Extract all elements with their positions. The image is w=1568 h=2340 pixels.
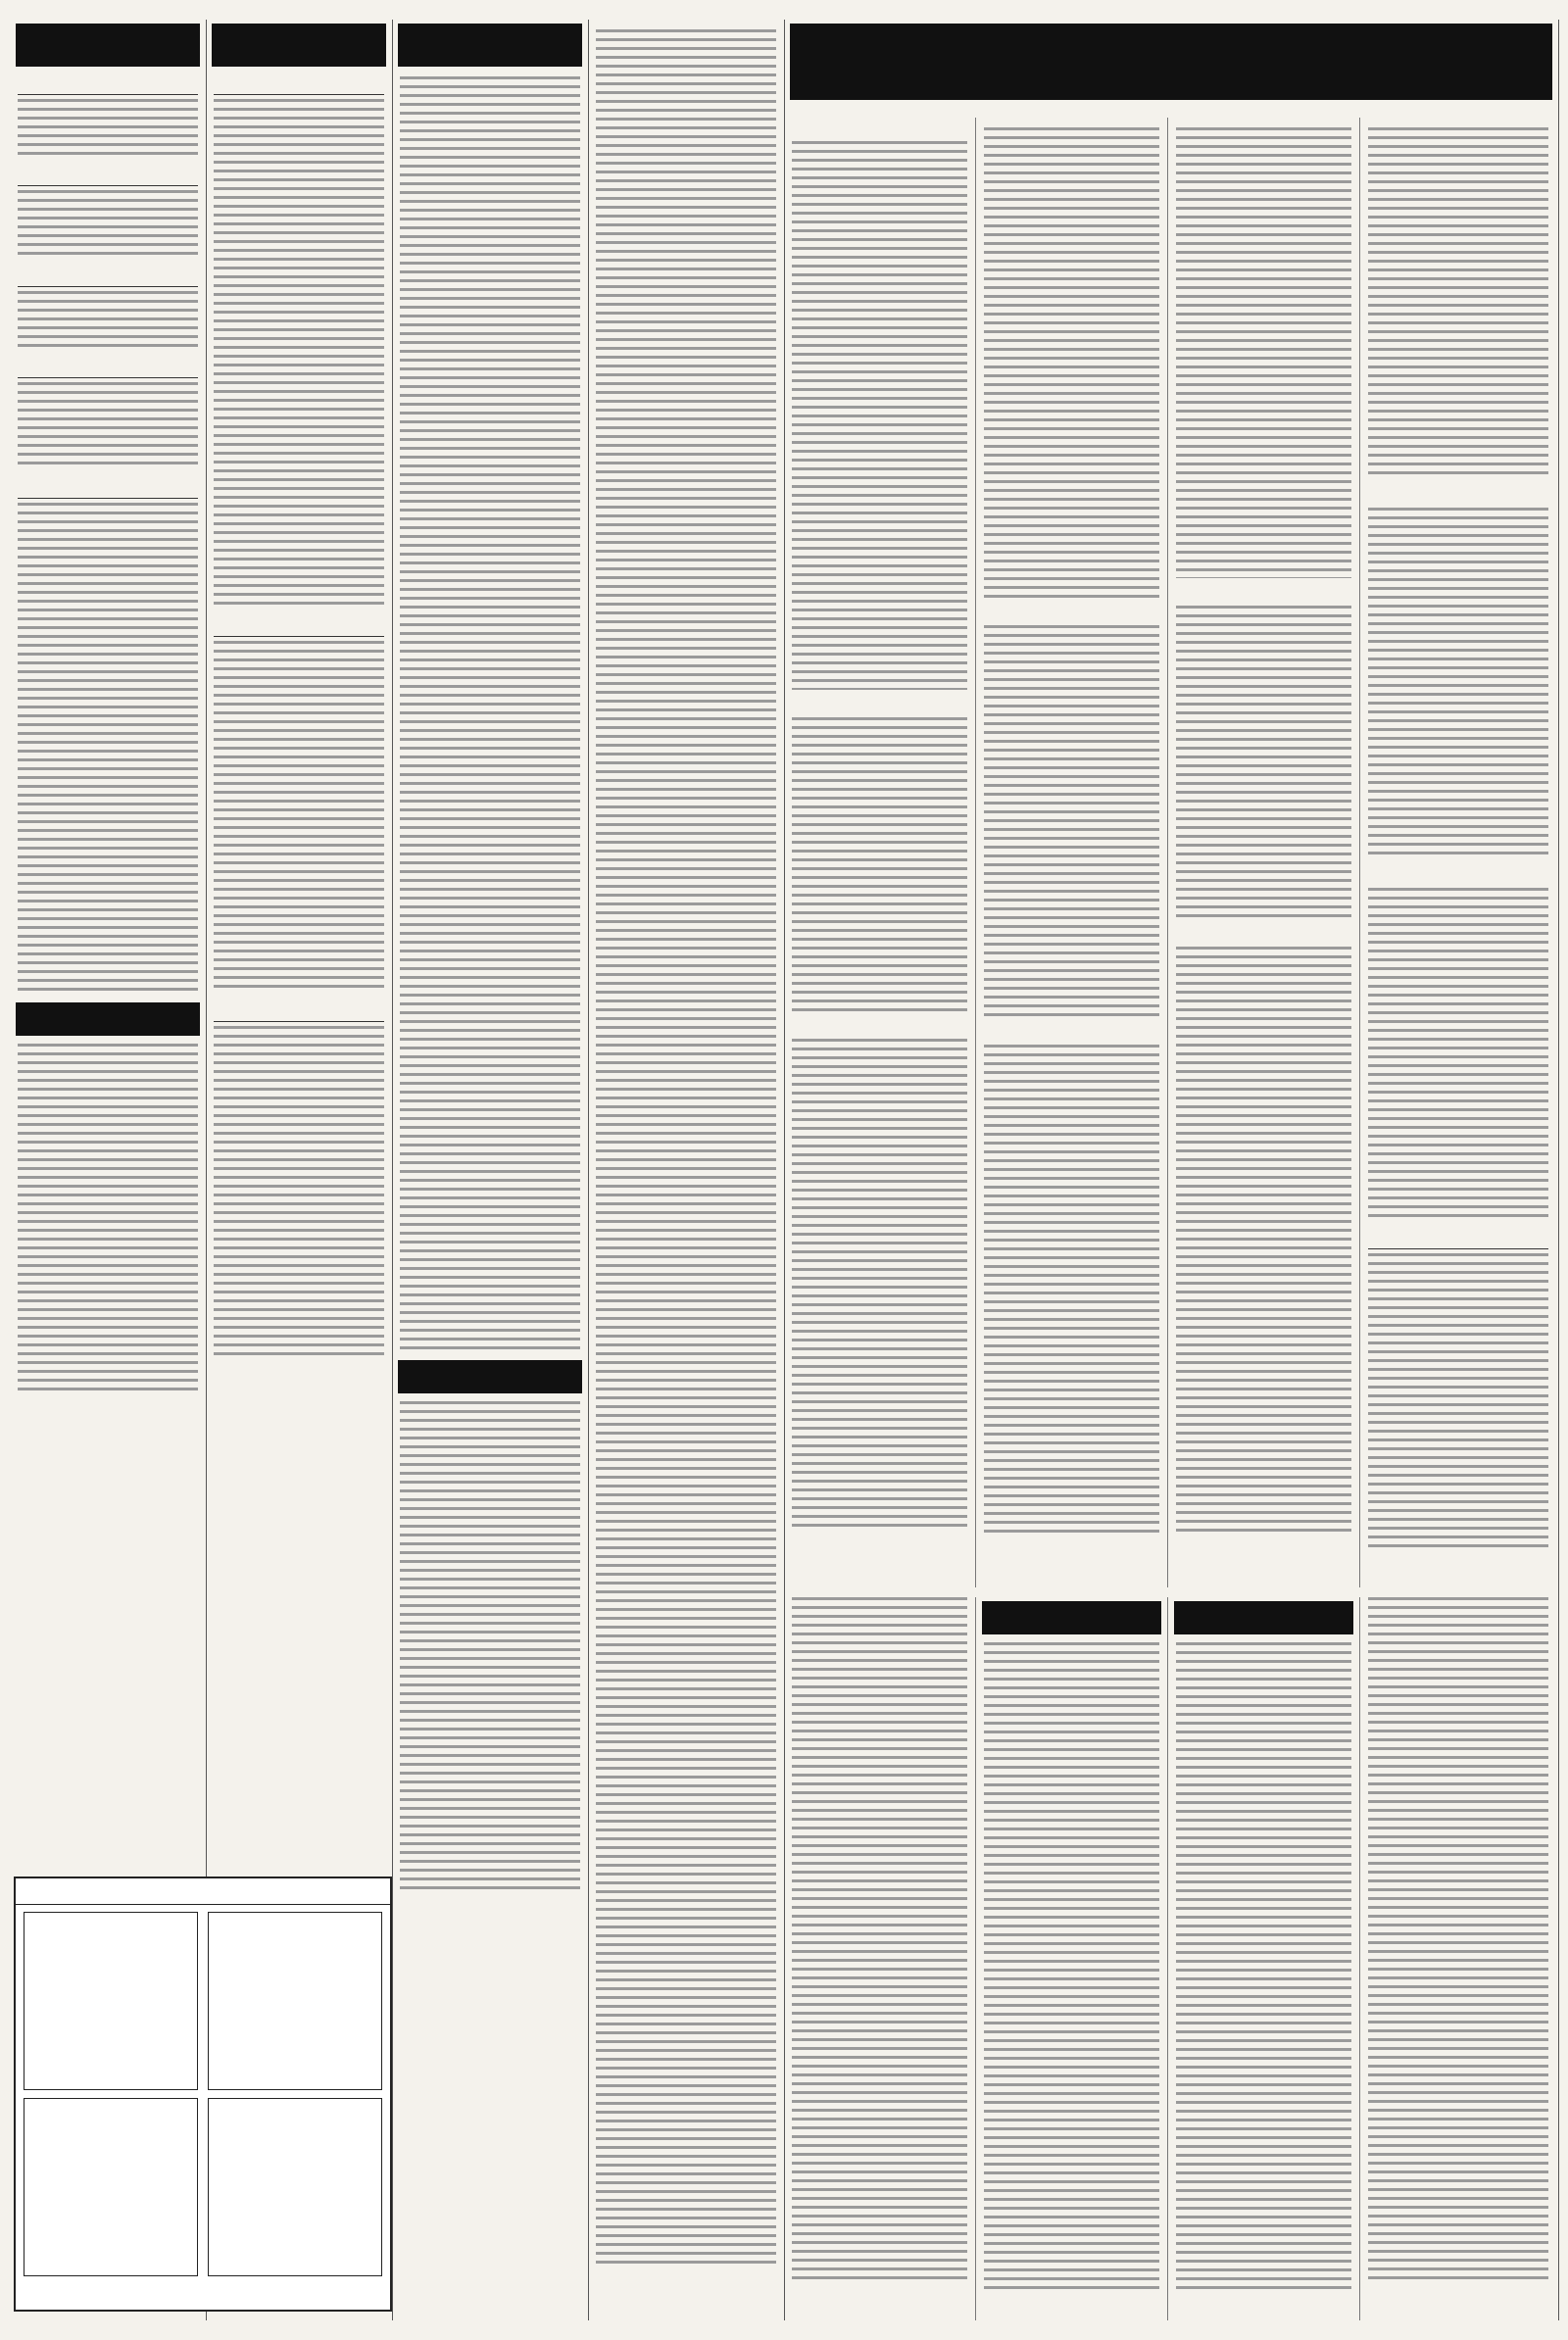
upcoming-section: [1168, 1597, 1360, 2320]
radio-section: [976, 1597, 1168, 2320]
name-days-subcolumn: [784, 1597, 976, 2320]
section-heading: [214, 1003, 384, 1022]
letter-heading: [784, 1021, 975, 1037]
cartoon-panel: [24, 2098, 198, 2276]
section-text-placeholder: [18, 291, 198, 350]
upcoming-banner: [1174, 1601, 1353, 1634]
section-heading: [18, 268, 198, 287]
section-text-placeholder: [1368, 1253, 1548, 1547]
section-heading: [1368, 1231, 1548, 1249]
funerals-text-placeholder: [400, 1401, 580, 1891]
name-days-list-placeholder: [1368, 508, 1548, 860]
section-heading: [18, 168, 198, 186]
memorials-continued-placeholder: [596, 29, 776, 2264]
upcoming-events-placeholder: [1176, 1642, 1351, 2289]
letter-heading: [1360, 870, 1556, 886]
name-days-list-placeholder: [1176, 947, 1351, 1535]
memorials-text-placeholder: [400, 76, 580, 1350]
column-memorials-continued: [588, 20, 785, 2320]
letter-heading: [976, 608, 1167, 623]
name-days-list-placeholder: [1176, 606, 1351, 919]
letter-heading: [784, 700, 975, 715]
cartoon-panel: [208, 1912, 382, 2090]
cartoon-caption: [16, 2294, 390, 2306]
name-days-list-placeholder: [984, 127, 1159, 598]
cinema-banner: [16, 1002, 200, 1036]
section-heading: [214, 76, 384, 95]
name-days-subcolumn: [1168, 118, 1360, 1587]
name-days-list-placeholder: [792, 717, 967, 1011]
section-text-placeholder: [214, 641, 384, 994]
column-memorials: [392, 20, 589, 2320]
section-heading: [18, 360, 198, 378]
name-days-list-placeholder: [1176, 127, 1351, 578]
radio-schedule-placeholder: [984, 1642, 1159, 2289]
name-days-banner: [790, 24, 1552, 100]
section-heading: [18, 76, 198, 95]
cartoon-title: [16, 1878, 390, 1905]
section-heading: [214, 618, 384, 637]
name-days-list-placeholder: [1368, 888, 1548, 1221]
section-text-placeholder: [214, 1026, 384, 1359]
name-days-subcolumn: [1360, 1597, 1556, 2320]
name-days-list-placeholder: [984, 625, 1159, 1017]
cartoon-panel: [208, 2098, 382, 2276]
name-days-list-placeholder: [984, 1045, 1159, 1535]
section-text-placeholder: [18, 190, 198, 259]
name-days-list-placeholder: [792, 1039, 967, 1529]
letter-heading: [1360, 490, 1556, 506]
name-days-list-placeholder: [1368, 127, 1548, 480]
section-text-placeholder: [214, 99, 384, 609]
letter-heading: [1168, 588, 1359, 604]
name-days-list-placeholder: [792, 1597, 967, 2283]
cartoon-strip: [14, 1877, 392, 2312]
section-heading: [18, 480, 198, 499]
section-text-placeholder: [18, 382, 198, 470]
letter-heading: [784, 123, 975, 139]
funerals-banner: [398, 1360, 582, 1393]
section-text-placeholder: [18, 503, 198, 993]
letter-heading: [1168, 929, 1359, 945]
name-days-list-placeholder: [1368, 1597, 1548, 2283]
name-days-subcolumn: [784, 118, 976, 1587]
name-days-section: [784, 20, 1559, 2320]
section-text-placeholder: [18, 99, 198, 158]
meetings-banner: [212, 24, 386, 67]
radio-banner: [982, 1601, 1161, 1634]
cinema-listing-placeholder: [18, 1044, 198, 1396]
memorials-banner: [398, 24, 582, 67]
cartoon-panel: [24, 1912, 198, 2090]
name-days-subcolumn: [1360, 118, 1556, 1587]
letter-heading: [976, 1027, 1167, 1043]
name-days-subcolumn: [976, 118, 1168, 1587]
social-banner: [16, 24, 200, 67]
name-days-list-placeholder: [792, 141, 967, 690]
